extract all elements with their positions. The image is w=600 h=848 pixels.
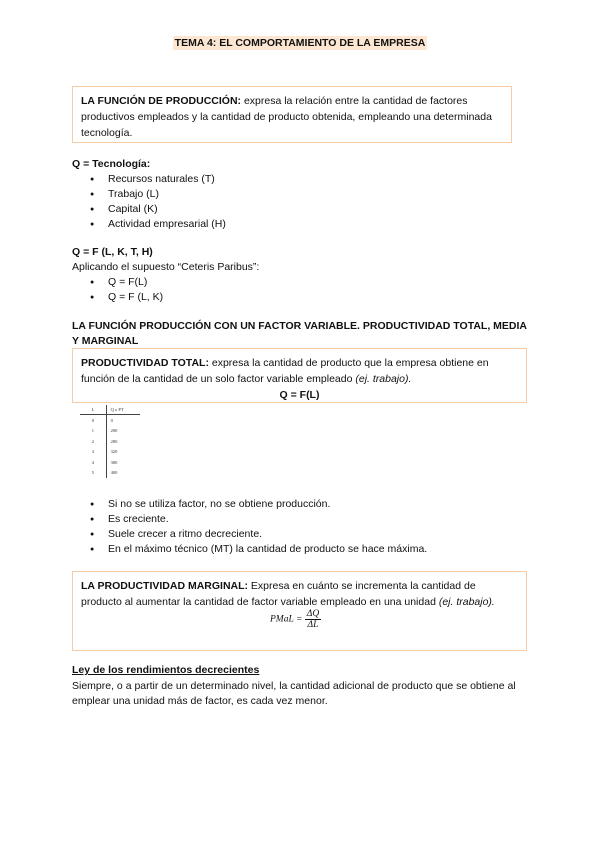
list-item: ● Q = F(L) bbox=[72, 275, 532, 290]
production-table bbox=[80, 405, 140, 478]
table-cell: 3 bbox=[80, 447, 107, 458]
formula-numerator: ΔQ bbox=[306, 609, 320, 619]
law-text: Siempre, o a partir de un determinado nivel, la cantidad adicional de producto que se obtiene al emplear una unidad más de factor, es cada vez menor. bbox=[72, 679, 516, 707]
list-item: ● Suele crecer a ritmo decreciente. bbox=[72, 527, 532, 542]
law-heading: Ley de los rendimientos decrecientes bbox=[72, 664, 260, 676]
total-productivity-heading: PRODUCTIVIDAD TOTAL: bbox=[81, 357, 209, 369]
table-row bbox=[80, 436, 140, 447]
list-item: ● En el máximo técnico (MT) la cantidad de producto se hace máxima. bbox=[72, 542, 532, 557]
list-item: ● Si no se utiliza factor, no se obtiene producción. bbox=[72, 497, 532, 512]
table-cell: 2 bbox=[80, 436, 107, 447]
table-cell: 320 bbox=[110, 449, 118, 455]
list-item: ● Capital (K) bbox=[72, 202, 532, 217]
function-formula-list bbox=[72, 275, 532, 305]
table-cell: 200 bbox=[110, 428, 118, 434]
list-item: ● Q = F (L, K) bbox=[72, 290, 532, 305]
table-row bbox=[80, 426, 140, 437]
marginal-productivity-heading: LA PRODUCTIVIDAD MARGINAL: bbox=[81, 580, 249, 592]
function-formula-section bbox=[72, 245, 532, 305]
table-cell: 4 bbox=[80, 457, 107, 468]
title-text: TEMA 4: EL COMPORTAMIENTO DE LA EMPRESA bbox=[174, 37, 426, 49]
page-title bbox=[0, 37, 600, 49]
table-row bbox=[80, 468, 140, 479]
law-section bbox=[72, 663, 532, 710]
table-cell: 1 bbox=[80, 426, 107, 437]
total-productivity-text: expresa la cantidad de producto que la empresa obtiene en función de la cantidad de un solo factor variable empleado bbox=[81, 357, 489, 385]
technology-heading: Q = Tecnología: bbox=[72, 158, 151, 170]
total-productivity-formula: Q = F(L) bbox=[279, 389, 320, 401]
observations-list bbox=[72, 497, 532, 557]
technology-section bbox=[72, 157, 532, 232]
list-item: ● Es creciente. bbox=[72, 512, 532, 527]
list-item: ● Recursos naturales (T) bbox=[72, 172, 532, 187]
marginal-productivity-text: Expresa en cuánto se incrementa la cantidad de producto al aumentar la cantidad de factor variable empleado en una unidad bbox=[81, 580, 476, 608]
production-function-heading: LA FUNCIÓN DE PRODUCCIÓN: bbox=[81, 95, 242, 107]
table-header bbox=[80, 405, 140, 415]
table-cell: 400 bbox=[110, 470, 118, 476]
total-productivity-example: (ej. trabajo). bbox=[355, 373, 412, 385]
table-cell: 280 bbox=[110, 438, 118, 444]
production-function-text: expresa la relación entre la cantidad de factores productivos empleados y la cantidad de producto obtenida, empleando una determinada tecnología. bbox=[81, 95, 492, 139]
table-header-l: L bbox=[80, 405, 107, 414]
table-row bbox=[80, 447, 140, 458]
total-productivity-box bbox=[72, 348, 527, 403]
table-row bbox=[80, 415, 140, 426]
list-item: ● Trabajo (L) bbox=[72, 187, 532, 202]
production-function-box bbox=[72, 86, 512, 143]
function-formula-heading: Q = F (L, K, T, H) bbox=[72, 246, 153, 258]
table-cell: 380 bbox=[110, 459, 118, 465]
table-row bbox=[80, 457, 140, 468]
table-header-q: Q o PT bbox=[110, 407, 124, 412]
list-item: ● Actividad empresarial (H) bbox=[72, 217, 532, 232]
technology-list bbox=[72, 172, 532, 232]
table-cell: 0 bbox=[80, 415, 107, 426]
ceteris-paribus-text: Aplicando el supuesto “Ceteris Paribus”: bbox=[72, 261, 260, 273]
formula-lhs: PMaL = bbox=[270, 614, 303, 625]
table-cell: 0 bbox=[110, 417, 113, 423]
observations-section bbox=[72, 497, 532, 557]
formula-denominator: ΔL bbox=[307, 620, 319, 630]
variable-factor-heading: LA FUNCIÓN PRODUCCIÓN CON UN FACTOR VARIABLE. PRODUCTIVIDAD TOTAL, MEDIA Y MARGINAL bbox=[72, 320, 527, 347]
marginal-formula bbox=[270, 609, 321, 630]
marginal-productivity-example: (ej. trabajo). bbox=[438, 596, 495, 608]
formula-fraction bbox=[305, 609, 321, 630]
table-cell: 5 bbox=[80, 468, 107, 479]
